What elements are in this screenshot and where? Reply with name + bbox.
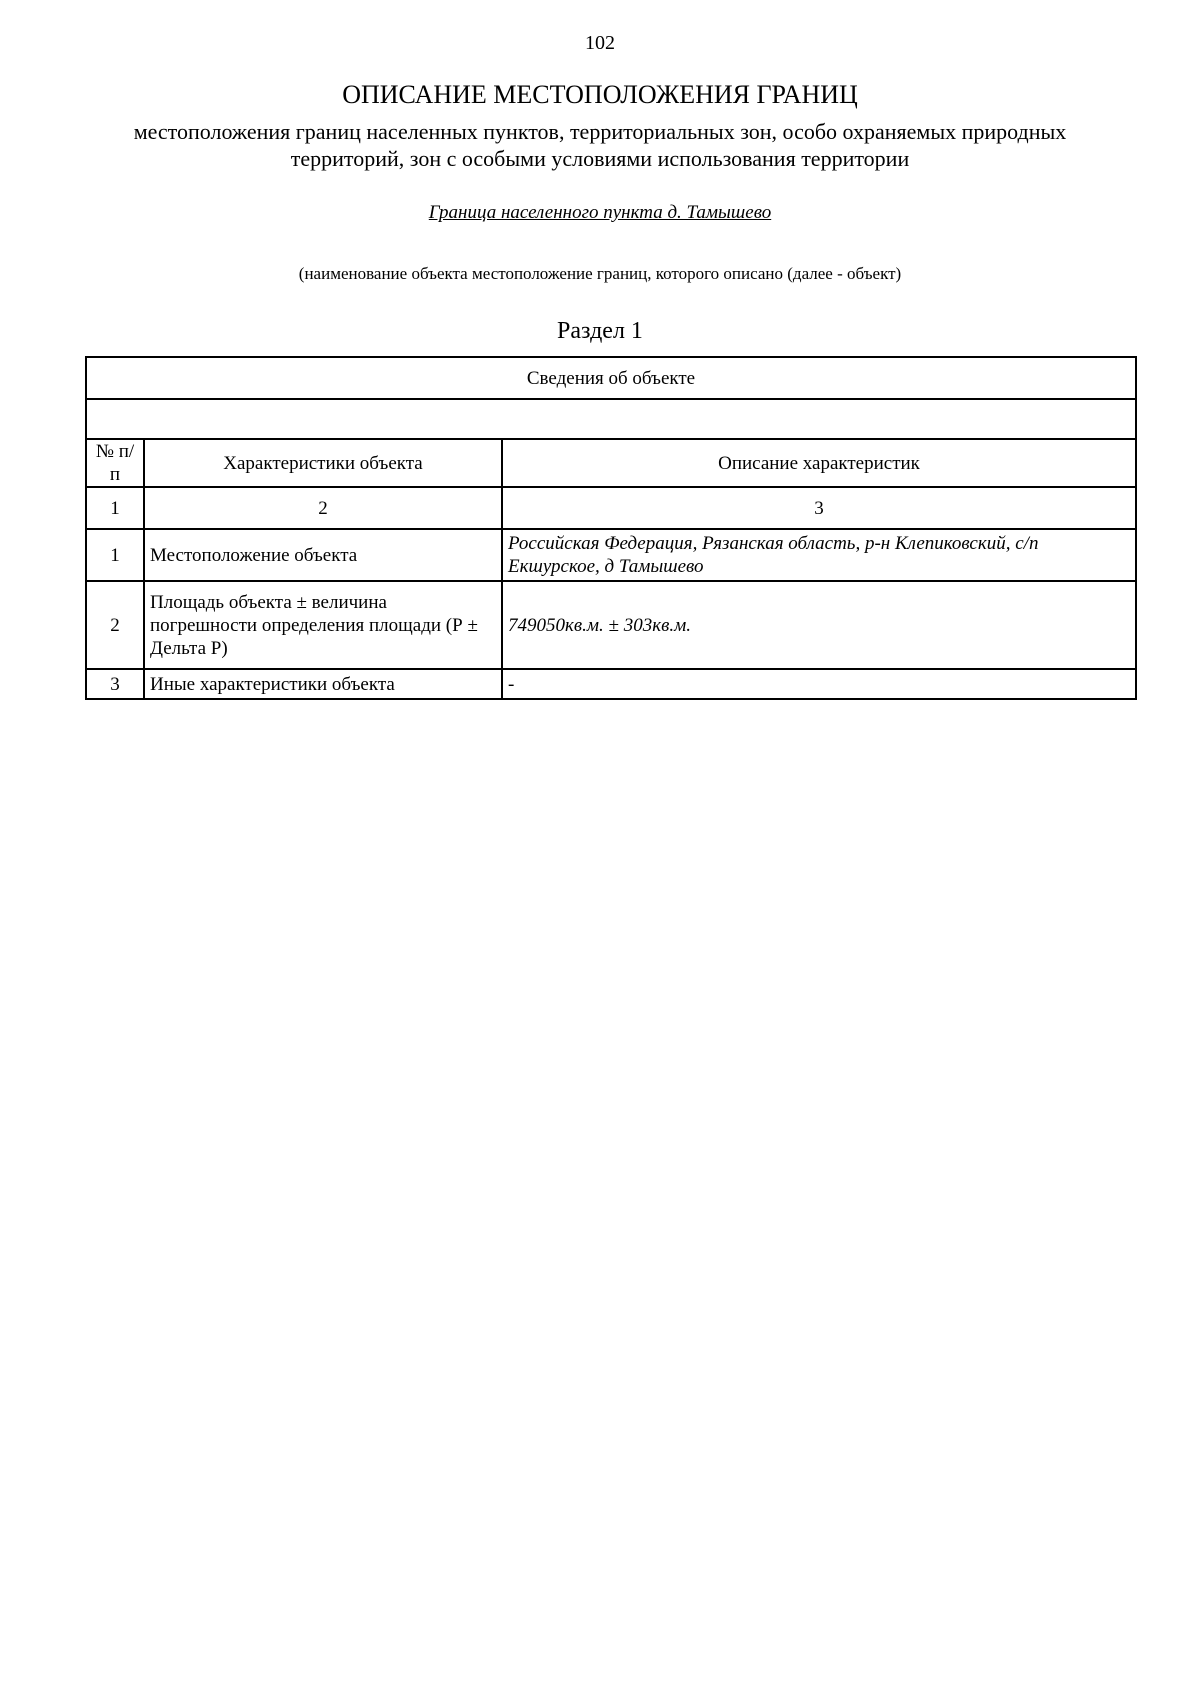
table-caption: Сведения об объекте: [86, 357, 1136, 399]
table-empty-row: [86, 399, 1136, 439]
table-empty-cell: [86, 399, 1136, 439]
table-row: [86, 669, 1136, 699]
table-row: [86, 529, 1136, 581]
row-description: Российская Федерация, Рязанская область, р-н Клепиковский, с/п Екшурское, д Тамышево: [502, 529, 1136, 581]
row-characteristic: Площадь объекта ± величина погрешности определения площади (Р ± Дельта Р): [144, 581, 502, 669]
column-index: 3: [502, 487, 1136, 529]
page-number: 102: [585, 32, 615, 54]
row-description: -: [502, 669, 1136, 699]
column-index: 1: [86, 487, 144, 529]
row-number: 1: [86, 529, 144, 581]
table-index-row: [86, 487, 1136, 529]
row-description: 749050кв.м. ± 303кв.м.: [502, 581, 1136, 669]
row-number: 2: [86, 581, 144, 669]
row-characteristic: Местоположение объекта: [144, 529, 502, 581]
table-caption-row: [86, 357, 1136, 399]
table-row: [86, 581, 1136, 669]
object-name-caption: (наименование объекта местоположение границ, которого описано (далее - объект): [298, 264, 902, 283]
section-title: Раздел 1: [557, 318, 643, 344]
object-info-table: [85, 356, 1137, 700]
header-characteristic: Характеристики объекта: [144, 439, 502, 487]
row-characteristic: Иные характеристики объекта: [144, 669, 502, 699]
header-description: Описание характеристик: [502, 439, 1136, 487]
table-header-row: [86, 439, 1136, 487]
document-title: ОПИСАНИЕ МЕСТОПОЛОЖЕНИЯ ГРАНИЦ: [342, 80, 858, 109]
header-number: № п/п: [86, 439, 144, 487]
column-index: 2: [144, 487, 502, 529]
row-number: 3: [86, 669, 144, 699]
document-subtitle: местоположения границ населенных пунктов, территориальных зон, особо охраняемых природных территорий, зон с особыми условиями использования территории: [133, 119, 1067, 171]
object-name: Граница населенного пункта д. Тамышево: [428, 202, 772, 223]
